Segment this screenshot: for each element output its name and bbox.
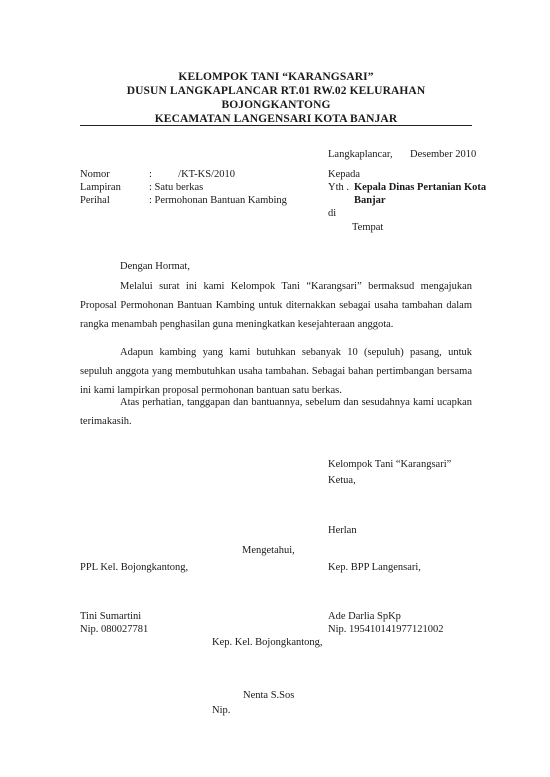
body-paragraph-3: Atas perhatian, tanggapan dan bantuannya, sebelum dan sesudahnya kami ucapkan terimakasih. (80, 397, 472, 427)
recipient-name-line-1: Kepala Dinas Pertanian Kota (354, 182, 487, 193)
letterhead-line-4: KECAMATAN LANGENSARI KOTA BANJAR (154, 113, 398, 125)
ppl-name: Tini Sumartini (80, 611, 142, 622)
greeting: Dengan Hormat, (120, 261, 190, 272)
letterhead-line-2: DUSUN LANGKAPLANCAR RT.01 RW.02 KELURAHAN (126, 85, 426, 97)
ppl-title: PPL Kel. Bojongkantong, (80, 562, 189, 573)
date-place: Langkaplancar, (328, 149, 393, 160)
bpp-title: Kep. BPP Langensari, (328, 562, 421, 573)
letterhead-divider (80, 125, 472, 126)
recipient-yth: Yth . (328, 182, 349, 193)
body-paragraph-1: Melalui surat ini kami Kelompok Tani “Karangsari” bermaksud mengajukan Proposal Permohonan Bantuan Kambing untuk diternakkan sebagai usaha tambahan dalam rangka menambah penghasilan guna meningkatkan kesejahteraan anggota. (80, 281, 472, 330)
ppl-nip: Nip. 080027781 (80, 624, 149, 635)
letterhead-line-3: BOJONGKANTONG (221, 99, 331, 111)
perihal-value: : Permohonan Bantuan Kambing (149, 195, 287, 206)
kelurahan-title: Kep. Kel. Bojongkantong, (212, 637, 323, 648)
recipient-name-line-2: Banjar (354, 195, 386, 206)
date-value: Desember 2010 (410, 149, 477, 160)
letterhead-line-1: KELOMPOK TANI “KARANGSARI” (178, 71, 374, 83)
perihal-label: Perihal (80, 195, 110, 206)
kelurahan-name: Nenta S.Sos (243, 690, 295, 701)
recipient-tempat: Tempat (352, 222, 384, 233)
letterhead (80, 70, 472, 126)
body-paragraph-2: Adapun kambing yang kami butuhkan sebanyak 10 (sepuluh) pasang, untuk sepuluh anggota yang membutuhkan usaha tambahan. Sebagai bahan pertimbangan bersama ini kami lampirkan proposal permohonan bantuan satu berkas. (80, 347, 472, 396)
nomor-label: Nomor (80, 169, 110, 180)
kelurahan-nip: Nip. (212, 705, 231, 716)
mengetahui: Mengetahui, (242, 545, 295, 556)
lampiran-value: : Satu berkas (149, 182, 204, 193)
bpp-name: Ade Darlia SpKp (328, 611, 401, 622)
bpp-nip: Nip. 195410141977121002 (328, 624, 444, 635)
nomor-value: : /KT-KS/2010 (149, 169, 235, 180)
recipient-di: di (328, 208, 337, 219)
signature-ketua-title: Ketua, (328, 475, 356, 486)
signature-org: Kelompok Tani “Karangsari” (328, 459, 452, 470)
recipient-kepada: Kepada (328, 169, 361, 180)
signature-ketua-name: Herlan (328, 525, 357, 536)
lampiran-label: Lampiran (80, 182, 121, 193)
